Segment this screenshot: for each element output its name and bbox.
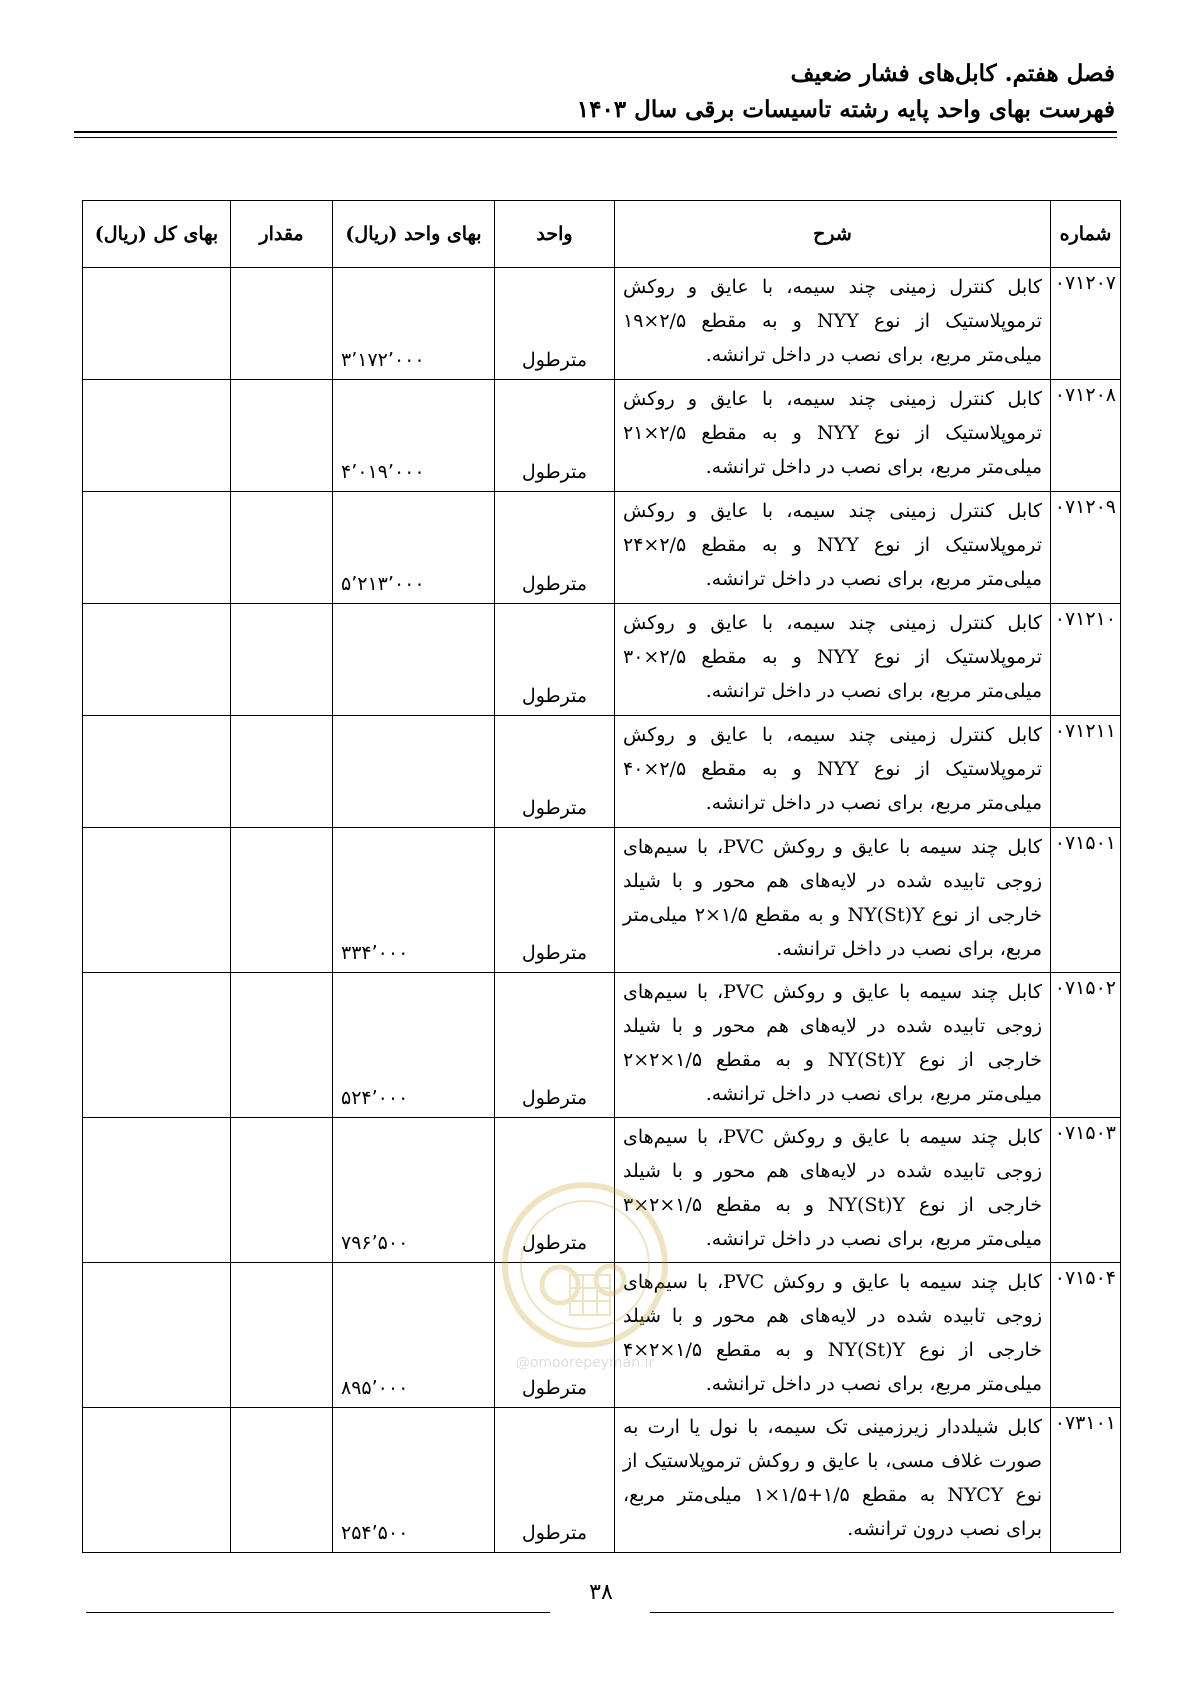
unit-price-value: ۳٬۱۷۲٬۰۰۰ bbox=[341, 349, 425, 371]
item-unit: مترطول bbox=[495, 1263, 615, 1408]
item-unit-price bbox=[333, 1118, 495, 1263]
table-header-row bbox=[83, 201, 1121, 268]
table-row bbox=[83, 492, 1121, 604]
item-description: کابل کنترل زمینی چند سیمه، با عایق و روکش ترموپلاستیک از نوع NYY و به مقطع ۲/۵×۳۰ میلی‌متر مربع، برای نصب در داخل ترانشه. bbox=[615, 604, 1051, 716]
item-unit-price bbox=[333, 492, 495, 604]
item-total-price[interactable] bbox=[83, 1408, 231, 1553]
page-number: ۳۸ bbox=[589, 1580, 613, 1605]
item-code: ۰۷۱۲۰۸ bbox=[1051, 380, 1121, 492]
item-quantity[interactable] bbox=[231, 492, 333, 604]
item-unit: مترطول bbox=[495, 380, 615, 492]
item-unit-price bbox=[333, 716, 495, 828]
item-quantity[interactable] bbox=[231, 828, 333, 973]
item-description: کابل چند سیمه با عایق و روکش PVC، با سیم‌های زوجی تابیده شده در لایه‌های هم محور و با شیلد خارجی از نوع NY(St)Y و به مقطع ۱/۵×۲ میلی‌متر مربع، برای نصب در داخل ترانشه. bbox=[615, 828, 1051, 973]
item-unit-price bbox=[333, 1408, 495, 1553]
item-total-price[interactable] bbox=[83, 268, 231, 380]
table-row bbox=[83, 1408, 1121, 1553]
table-row bbox=[83, 1118, 1121, 1263]
item-total-price[interactable] bbox=[83, 828, 231, 973]
item-description: کابل کنترل زمینی چند سیمه، با عایق و روکش ترموپلاستیک از نوع NYY و به مقطع ۲/۵×۲۱ میلی‌متر مربع، برای نصب در داخل ترانشه. bbox=[615, 380, 1051, 492]
table-row bbox=[83, 604, 1121, 716]
unit-price-value: ۲۵۴٬۵۰۰ bbox=[341, 1522, 409, 1544]
item-code: ۰۷۱۵۰۲ bbox=[1051, 973, 1121, 1118]
unit-price-value: ۸۹۵٬۰۰۰ bbox=[341, 1377, 409, 1399]
item-unit: مترطول bbox=[495, 973, 615, 1118]
item-code: ۰۷۱۲۱۰ bbox=[1051, 604, 1121, 716]
column-header-unit-price: بهای واحد (ریال) bbox=[333, 201, 495, 268]
unit-price-value: ۵٬۲۱۳٬۰۰۰ bbox=[341, 573, 425, 595]
column-header-description: شرح bbox=[615, 201, 1051, 268]
item-total-price[interactable] bbox=[83, 380, 231, 492]
item-code: ۰۷۱۵۰۱ bbox=[1051, 828, 1121, 973]
item-total-price[interactable] bbox=[83, 973, 231, 1118]
item-description: کابل کنترل زمینی چند سیمه، با عایق و روکش ترموپلاستیک از نوع NYY و به مقطع ۲/۵×۱۹ میلی‌متر مربع، برای نصب در داخل ترانشه. bbox=[615, 268, 1051, 380]
column-header-total-price: بهای کل (ریال) bbox=[83, 201, 231, 268]
item-unit: مترطول bbox=[495, 1408, 615, 1553]
item-quantity[interactable] bbox=[231, 604, 333, 716]
price-table bbox=[82, 200, 1121, 1553]
document-title: فهرست بهای واحد پایه رشته تاسیسات برقی سال ۱۴۰۳ bbox=[576, 96, 1115, 123]
item-quantity[interactable] bbox=[231, 973, 333, 1118]
item-code: ۰۷۳۱۰۱ bbox=[1051, 1408, 1121, 1553]
item-unit-price bbox=[333, 268, 495, 380]
item-quantity[interactable] bbox=[231, 1118, 333, 1263]
item-code: ۰۷۱۵۰۳ bbox=[1051, 1118, 1121, 1263]
table-row bbox=[83, 973, 1121, 1118]
item-unit-price bbox=[333, 828, 495, 973]
item-unit: مترطول bbox=[495, 268, 615, 380]
item-description: کابل کنترل زمینی چند سیمه، با عایق و روکش ترموپلاستیک از نوع NYY و به مقطع ۲/۵×۲۴ میلی‌متر مربع، برای نصب در داخل ترانشه. bbox=[615, 492, 1051, 604]
item-total-price[interactable] bbox=[83, 604, 231, 716]
item-quantity[interactable] bbox=[231, 716, 333, 828]
table-row bbox=[83, 268, 1121, 380]
header-rule-thin bbox=[74, 137, 1117, 138]
unit-price-value: ۴٬۰۱۹٬۰۰۰ bbox=[341, 461, 425, 483]
table-row bbox=[83, 1263, 1121, 1408]
header-rule-thick bbox=[74, 131, 1117, 133]
item-unit-price bbox=[333, 380, 495, 492]
item-unit-price bbox=[333, 604, 495, 716]
unit-price-value: ۳۳۴٬۰۰۰ bbox=[341, 942, 409, 964]
item-unit-price bbox=[333, 973, 495, 1118]
unit-price-value: ۷۹۶٬۵۰۰ bbox=[341, 1232, 409, 1254]
item-unit: مترطول bbox=[495, 604, 615, 716]
watermark-text: @omoorepeyman.ir bbox=[515, 1355, 655, 1371]
unit-price-value: ۵۲۴٬۰۰۰ bbox=[341, 1087, 409, 1109]
item-total-price[interactable] bbox=[83, 1118, 231, 1263]
column-header-code: شماره bbox=[1051, 201, 1121, 268]
item-quantity[interactable] bbox=[231, 268, 333, 380]
table-row bbox=[83, 716, 1121, 828]
item-quantity[interactable] bbox=[231, 380, 333, 492]
item-description: کابل چند سیمه با عایق و روکش PVC، با سیم‌های زوجی تابیده شده در لایه‌های هم محور و با شیلد خارجی از نوع NY(St)Y و به مقطع ۱/۵×۲×۴ میلی‌متر مربع، برای نصب در داخل ترانشه. bbox=[615, 1263, 1051, 1408]
item-unit: مترطول bbox=[495, 492, 615, 604]
footer-rule-right bbox=[650, 1612, 1114, 1613]
table-row bbox=[83, 380, 1121, 492]
table-row bbox=[83, 828, 1121, 973]
item-unit: مترطول bbox=[495, 828, 615, 973]
item-code: ۰۷۱۵۰۴ bbox=[1051, 1263, 1121, 1408]
footer-rule-left bbox=[86, 1612, 550, 1613]
item-quantity[interactable] bbox=[231, 1408, 333, 1553]
chapter-title: فصل هفتم. کابل‌های فشار ضعیف bbox=[790, 60, 1115, 87]
item-unit: مترطول bbox=[495, 1118, 615, 1263]
item-quantity[interactable] bbox=[231, 1263, 333, 1408]
item-unit: مترطول bbox=[495, 716, 615, 828]
column-header-unit: واحد bbox=[495, 201, 615, 268]
item-description: کابل چند سیمه با عایق و روکش PVC، با سیم‌های زوجی تابیده شده در لایه‌های هم محور و با شیلد خارجی از نوع NY(St)Y و به مقطع ۱/۵×۲×۳ میلی‌متر مربع، برای نصب در داخل ترانشه. bbox=[615, 1118, 1051, 1263]
column-header-quantity: مقدار bbox=[231, 201, 333, 268]
item-total-price[interactable] bbox=[83, 492, 231, 604]
item-description: کابل کنترل زمینی چند سیمه، با عایق و روکش ترموپلاستیک از نوع NYY و به مقطع ۲/۵×۴۰ میلی‌متر مربع، برای نصب در داخل ترانشه. bbox=[615, 716, 1051, 828]
item-code: ۰۷۱۲۱۱ bbox=[1051, 716, 1121, 828]
item-code: ۰۷۱۲۰۷ bbox=[1051, 268, 1121, 380]
item-description: کابل شیلددار زیرزمینی تک سیمه، با نول یا ارت به صورت غلاف مسی، با عایق و روکش ترموپلاستیک از نوع NYCY به مقطع ۱/۵+۱/۵×۱ میلی‌متر مربع، برای نصب درون ترانشه. bbox=[615, 1408, 1051, 1553]
item-unit-price bbox=[333, 1263, 495, 1408]
item-code: ۰۷۱۲۰۹ bbox=[1051, 492, 1121, 604]
item-total-price[interactable] bbox=[83, 1263, 231, 1408]
item-total-price[interactable] bbox=[83, 716, 231, 828]
page-header bbox=[577, 56, 1115, 128]
item-description: کابل چند سیمه با عایق و روکش PVC، با سیم‌های زوجی تابیده شده در لایه‌های هم محور و با شیلد خارجی از نوع NY(St)Y و به مقطع ۱/۵×۲×۲ میلی‌متر مربع، برای نصب در داخل ترانشه. bbox=[615, 973, 1051, 1118]
